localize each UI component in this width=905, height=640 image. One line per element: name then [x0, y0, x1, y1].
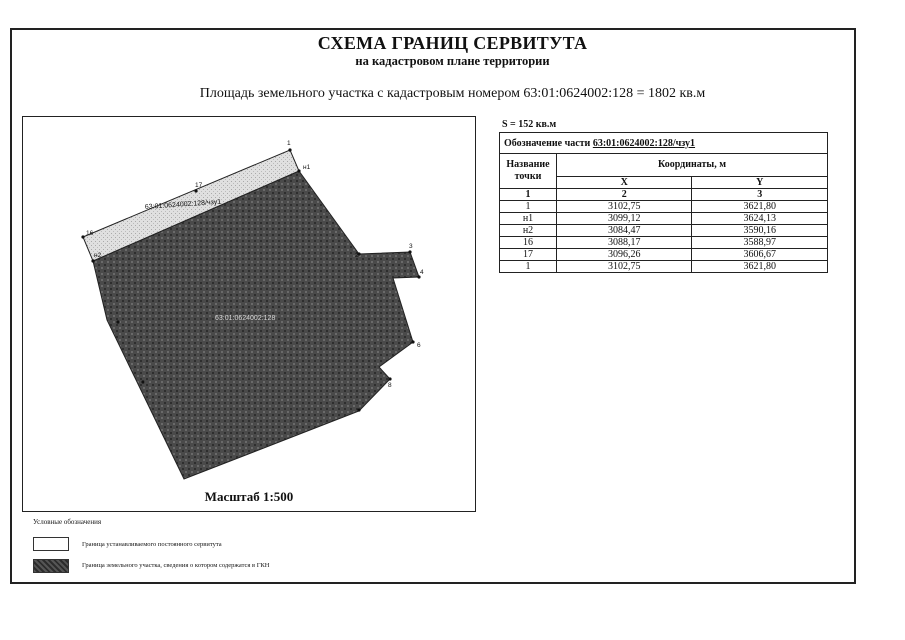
legend-title: Условные обозначения — [33, 518, 102, 526]
part-prefix: Обозначение части — [504, 137, 591, 149]
table-row — [500, 261, 828, 273]
point-label: 8 — [388, 382, 392, 389]
cell-y: 3621,80 — [692, 201, 828, 213]
easement-label: 63:01:0624002:128/чзу1 — [144, 198, 222, 211]
cell-name: 16 — [500, 237, 557, 249]
page-subtitle: на кадастровом плане территории — [355, 54, 550, 68]
index-cell: 3 — [692, 189, 828, 201]
point-label: 3 — [409, 243, 413, 250]
cell-name: 1 — [500, 261, 557, 273]
cell-x: 3102,75 — [557, 201, 692, 213]
part-number: 63:01:0624002:128/чзу1 — [592, 137, 696, 149]
area-label: S = 152 кв.м — [502, 119, 557, 130]
point-label: 4 — [420, 269, 424, 276]
cell-x: 3102,75 — [557, 261, 692, 273]
legend-swatch-parcel — [33, 559, 69, 573]
page-title: СХЕМА ГРАНИЦ СЕРВИТУТА — [317, 33, 588, 53]
point-label: н2 — [94, 252, 102, 259]
index-cell: 2 — [557, 189, 692, 201]
cell-name: 1 — [500, 201, 557, 213]
table-row — [500, 213, 828, 225]
cadastral-map — [23, 117, 475, 511]
cell-x: 3099,12 — [557, 213, 692, 225]
cell-y: 3588,97 — [692, 237, 828, 249]
col-x-header: X — [557, 177, 692, 189]
table-row — [500, 201, 828, 213]
point-label: н1 — [303, 164, 311, 171]
col-coords-header: Координаты, м — [557, 154, 828, 177]
legend-item-parcel: Граница земельного участка, сведения о котором содержатся в ГКН — [82, 562, 270, 569]
point-label: 1 — [287, 140, 291, 147]
point-label: 6 — [417, 342, 421, 349]
cell-x: 3084,47 — [557, 225, 692, 237]
cell-name: 17 — [500, 249, 557, 261]
legend-swatch-easement — [33, 537, 69, 551]
table-row — [500, 249, 828, 261]
point-label: 2 — [355, 252, 359, 259]
cell-name: н1 — [500, 213, 557, 225]
legend-item-easement: Граница устанавливаемого постоянного сервитута — [82, 541, 222, 548]
col-name-header: Название точки — [500, 154, 557, 189]
col-y-header: Y — [692, 177, 828, 189]
map-frame — [22, 116, 476, 512]
point-label: 17 — [195, 182, 203, 189]
table-row — [500, 237, 828, 249]
cell-y: 3590,16 — [692, 225, 828, 237]
cell-x: 3096,26 — [557, 249, 692, 261]
area-line: Площадь земельного участка с кадастровым номером 63:01:0624002:128 = 1802 кв.м — [199, 86, 706, 101]
cell-y: 3624,13 — [692, 213, 828, 225]
point-label: 16 — [86, 230, 94, 237]
index-cell: 1 — [500, 189, 557, 201]
cell-y: 3606,67 — [692, 249, 828, 261]
part-header — [500, 133, 828, 154]
table-row — [500, 225, 828, 237]
cell-y: 3621,80 — [692, 261, 828, 273]
cell-name: н2 — [500, 225, 557, 237]
coordinates-table — [499, 132, 828, 273]
parcel-label: 63:01:0624002:128 — [215, 315, 276, 322]
map-scale: Масштаб 1:500 — [204, 489, 294, 504]
cell-x: 3088,17 — [557, 237, 692, 249]
